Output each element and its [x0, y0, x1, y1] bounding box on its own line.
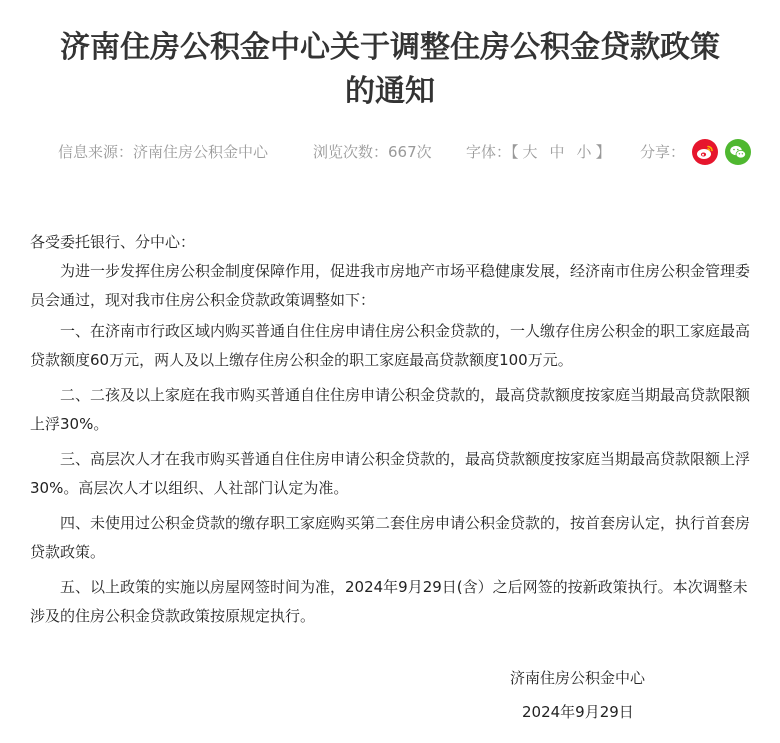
- policy-item-5: 五、以上政策的实施以房屋网签时间为准，2024年9月29日(含）之后网签的按新政策执行。本次调整未涉及的住房公积金贷款政策按原规定执行。: [30, 578, 748, 625]
- article-title: [20, 26, 760, 114]
- font-size-small-button[interactable]: 小: [576, 143, 592, 161]
- policy-item-2: 二、二孩及以上家庭在我市购买普通自住住房申请公积金贷款的，最高贷款额度按家庭当期最高贷款限额上浮30%。: [30, 386, 751, 433]
- policy-item-4: 四、未使用过公积金贷款的缴存职工家庭购买第二套住房申请公积金贷款的，按首套房认定，执行首套房贷款政策。: [30, 514, 751, 561]
- salutation: 各受委托银行、分中心：: [30, 233, 196, 251]
- issue-date: 2024年9月29日: [522, 703, 634, 721]
- issuer-signature: 济南住房公积金中心: [510, 669, 646, 687]
- font-size-bracket-close: 】: [595, 143, 611, 161]
- font-size-medium-button[interactable]: 中: [549, 143, 565, 161]
- article-title-line-1: 济南住房公积金中心关于调整住房公积金贷款政策: [60, 30, 720, 65]
- font-size-label: 字体：【: [466, 143, 519, 161]
- article-meta-bar: [0, 138, 780, 166]
- weibo-share-button[interactable]: [692, 139, 718, 165]
- intro-paragraph: 为进一步发挥住房公积金制度保障作用，促进我市房地产市场平稳健康发展，经济南市住房公积金管理委员会通过，现对我市住房公积金贷款政策调整如下：: [30, 262, 751, 309]
- wechat-icon: [725, 139, 751, 165]
- view-count: 浏览次数：667次: [313, 143, 432, 161]
- article-title-line-2: 的通知: [345, 74, 435, 109]
- policy-item-3: 三、高层次人才在我市购买普通自住住房申请公积金贷款的，最高贷款额度按家庭当期最高贷款限额上浮30%。高层次人才以组织、人社部门认定为准。: [30, 450, 751, 497]
- wechat-share-button[interactable]: [725, 139, 751, 165]
- article-body: [30, 228, 752, 633]
- font-size-selector: [466, 138, 611, 166]
- font-size-large-button[interactable]: 大: [522, 143, 538, 161]
- info-source: 信息来源：济南住房公积金中心: [58, 143, 269, 161]
- weibo-icon: [692, 139, 718, 165]
- policy-item-1: 一、在济南市行政区域内购买普通自住住房申请住房公积金贷款的，一人缴存住房公积金的职工家庭最高贷款额度60万元，两人及以上缴存住房公积金的职工家庭最高贷款额度100万元。: [30, 322, 751, 369]
- share-label: 分享：: [640, 143, 686, 161]
